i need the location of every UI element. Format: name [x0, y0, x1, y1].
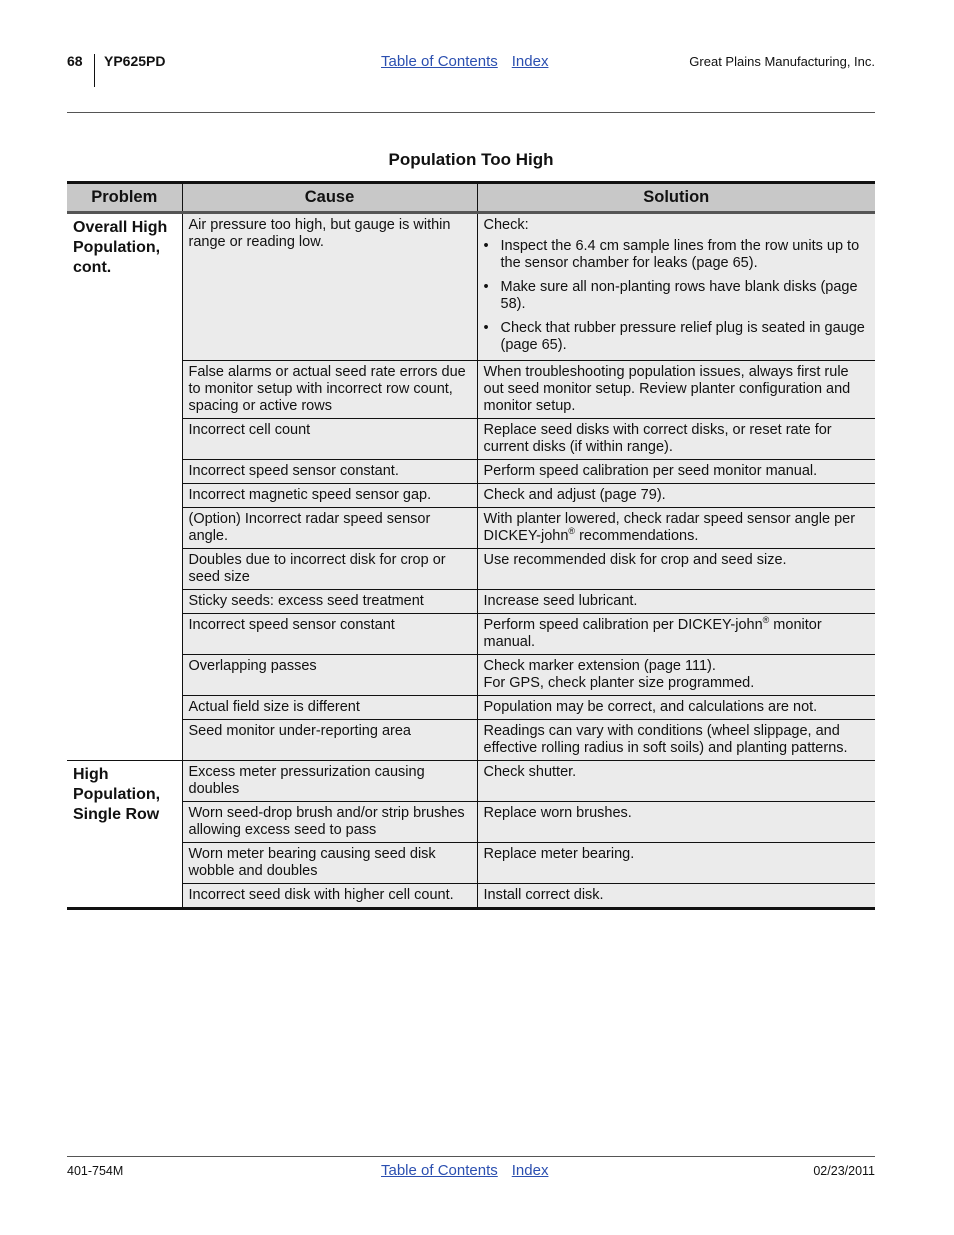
company-name: Great Plains Manufacturing, Inc.	[689, 54, 875, 69]
cause-cell: Overlapping passes	[182, 655, 477, 696]
table-row	[67, 696, 875, 720]
table-row	[67, 590, 875, 614]
document-number: 401-754M	[67, 1164, 124, 1178]
solution-cell: Readings can vary with conditions (wheel slippage, and effective rolling radius in soft soils) and planting patterns.	[477, 720, 875, 761]
bullet-icon: •	[483, 279, 489, 295]
bullet-icon: •	[483, 320, 489, 336]
table-row	[67, 720, 875, 761]
table-row	[67, 614, 875, 655]
cause-cell: False alarms or actual seed rate errors due to monitor setup with incorrect row count, spacing or active rows	[182, 361, 477, 419]
solution-cell: Check shutter.	[477, 761, 875, 802]
solution-intro: Check:	[483, 217, 529, 233]
troubleshooting-table	[67, 181, 875, 910]
table-row	[67, 361, 875, 419]
index-link[interactable]: Index	[511, 53, 549, 70]
table-row	[67, 655, 875, 696]
cause-cell: Incorrect magnetic speed sensor gap.	[182, 484, 477, 508]
solution-cell: Population may be correct, and calculations are not.	[477, 696, 875, 720]
section-title: Population Too High	[388, 150, 554, 169]
solution-cell: Perform speed calibration per seed monitor manual.	[477, 460, 875, 484]
page-number: 68	[67, 53, 83, 69]
solution-cell: Replace seed disks with correct disks, or reset rate for current disks (if within range).	[477, 419, 875, 460]
solution-cell: Use recommended disk for crop and seed size.	[477, 549, 875, 590]
table-row	[67, 484, 875, 508]
cause-cell: Air pressure too high, but gauge is within range or reading low.	[182, 213, 477, 361]
solution-cell: When troubleshooting population issues, always first rule out seed monitor setup. Review planter configuration and monitor setup.	[477, 361, 875, 419]
cause-cell: Actual field size is different	[182, 696, 477, 720]
solution-cell: Replace worn brushes.	[477, 802, 875, 843]
cause-cell: Excess meter pressurization causing doubles	[182, 761, 477, 802]
solution-cell: Check and adjust (page 79).	[477, 484, 875, 508]
toc-link[interactable]: Table of Contents	[381, 53, 498, 70]
cause-cell: Incorrect speed sensor constant.	[182, 460, 477, 484]
solution-cell: With planter lowered, check radar speed sensor angle per DICKEY-john® recommendations.	[477, 508, 875, 549]
footer-nav	[381, 1162, 562, 1179]
table-row	[67, 460, 875, 484]
footer-rule	[67, 1156, 875, 1157]
list-item: • Make sure all non-planting rows have blank disks (page 58).	[483, 279, 858, 312]
cause-cell: Doubles due to incorrect disk for crop or seed size	[182, 549, 477, 590]
table-row	[67, 419, 875, 460]
solution-cell: Install correct disk.	[477, 884, 875, 909]
solution-bullet-list	[484, 238, 870, 354]
header-solution: Solution	[477, 183, 875, 213]
page-footer	[67, 1160, 875, 1184]
solution-cell: Replace meter bearing.	[477, 843, 875, 884]
problem-cell: Overall High Population, cont.	[67, 213, 182, 761]
list-item: • Inspect the 6.4 cm sample lines from the row units up to the sensor chamber for leaks (page 65).	[483, 238, 860, 271]
page-header	[67, 50, 875, 90]
header-divider	[94, 54, 95, 87]
header-problem: Problem	[67, 183, 182, 213]
cause-cell: Incorrect speed sensor constant	[182, 614, 477, 655]
table-row	[67, 549, 875, 590]
table-row	[67, 213, 875, 361]
cause-cell: Seed monitor under-reporting area	[182, 720, 477, 761]
problem-cell: High Population, Single Row	[67, 761, 182, 909]
cause-cell: (Option) Incorrect radar speed sensor angle.	[182, 508, 477, 549]
solution-cell: Perform speed calibration per DICKEY-john® monitor manual.	[477, 614, 875, 655]
table-row	[67, 884, 875, 909]
header-rule	[67, 112, 875, 113]
toc-link[interactable]: Table of Contents	[381, 1162, 498, 1179]
document-date: 02/23/2011	[813, 1164, 875, 1178]
cause-cell: Incorrect cell count	[182, 419, 477, 460]
table-row	[67, 761, 875, 802]
cause-cell: Incorrect seed disk with higher cell count.	[182, 884, 477, 909]
table-row	[67, 843, 875, 884]
table-row	[67, 802, 875, 843]
bullet-icon: •	[483, 238, 489, 254]
cause-cell: Worn meter bearing causing seed disk wobble and doubles	[182, 843, 477, 884]
header-cause: Cause	[182, 183, 477, 213]
model-name: YP625PD	[104, 53, 166, 69]
header-nav	[381, 53, 562, 70]
cause-cell: Worn seed-drop brush and/or strip brushes allowing excess seed to pass	[182, 802, 477, 843]
cause-cell: Sticky seeds: excess seed treatment	[182, 590, 477, 614]
solution-cell: Check marker extension (page 111). For GPS, check planter size programmed.	[477, 655, 875, 696]
table-row	[67, 508, 875, 549]
list-item: • Check that rubber pressure relief plug is seated in gauge (page 65).	[483, 320, 865, 353]
solution-cell: Increase seed lubricant.	[477, 590, 875, 614]
solution-cell	[477, 213, 875, 361]
table-header-row	[67, 183, 875, 213]
index-link[interactable]: Index	[511, 1162, 549, 1179]
